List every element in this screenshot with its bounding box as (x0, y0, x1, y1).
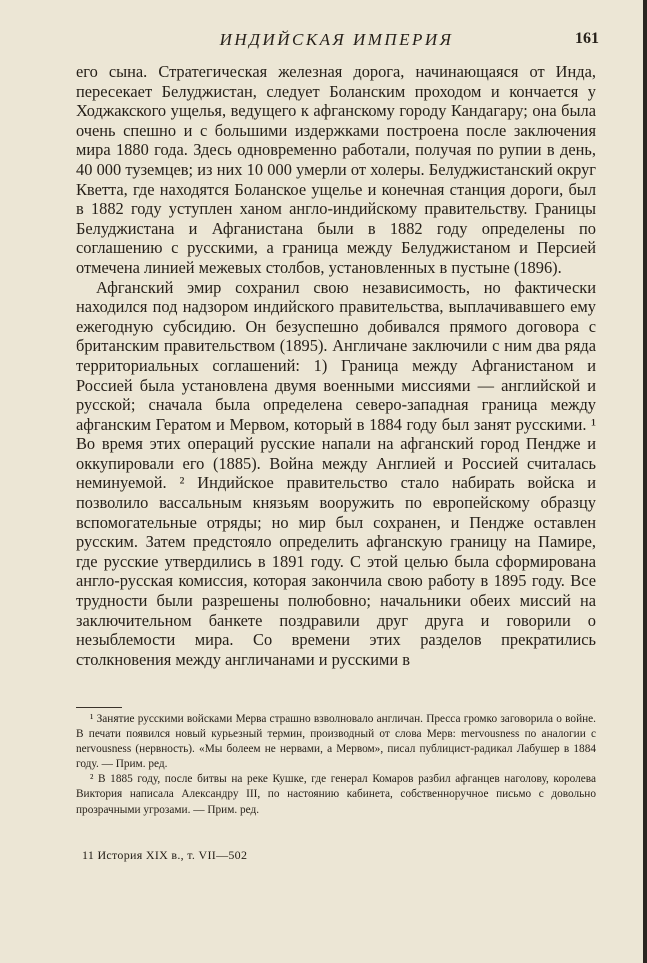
page-number: 161 (575, 30, 599, 47)
printer-signature: 11 История XIX в., т. VII—502 (82, 848, 248, 862)
footnotes (76, 712, 596, 818)
footnote-1: ¹ Занятие русскими войсками Мерва страшно взволновало англичан. Пресса громко заговорила о войне. В печати появился новый курьезный термин, производный от слова Мерв: mervousness по аналогии с nervousness (нервность). «Мы болеем не нервами, а Мервом», писал публицист-радикал Лабушер в 1884 году. — Прим. ред. (76, 713, 596, 771)
page-header (74, 30, 599, 56)
footnote-2: ² В 1885 году, после битвы на реке Кушке, где генерал Комаров разбил афганцев наголову, королева Виктория написала Александру III, по настоянию кабинета, собственноручное письмо с довольно прозрачными угрозами. — Прим. ред. (76, 773, 596, 816)
paragraph: его сына. Стратегическая железная дорога, начинающаяся от Инда, пересекает Белуджистан, следует Боланским проходом и кончается у Ходжакского ущелья, ведущего к афганскому городу Кандагару; она была очень спешно и с большими издержками построена после заключения мира 1880 года. Здесь одновременно работали, получая по рупии в день, 40 000 туземцев; из них 10 000 умерли от холеры. Белуджистанский округ Кветта, где находятся Боланское ущелье и конечная станция дороги, был в 1882 году уступлен ханом англо-индийскому правительству. Границы Белуджистана и Афганистана были в 1882 году определены по соглашению с русскими, а граница между Белуджистаном и Персией отмечена линией межевых столбов, установленных в пустыне (1896). (76, 62, 596, 277)
main-text (76, 62, 596, 669)
footnote-rule (76, 707, 122, 708)
paragraph: Афганский эмир сохранил свою независимость, но фактически находился под надзором индийского правительства, выплачивавшего ему ежегодную субсидию. Он безуспешно добивался прямого договора с британским правительством (1895). Англичане заключили с ним два ряда территориальных соглашений: 1) Граница между Афганистаном и Россией была установлена двумя военными миссиями — английской и русской; сначала была определена северо-западная граница между афганским Гератом и Мервом, который в 1884 году был занят русскими. ¹ Во время этих операций русские напали на афганский город Пендже и оккупировали его (1885). Война между Англией и Россией считалась неминуемой. ² Индийское правительство стало набирать войска и позволило вассальным князьям вооружить по европейскому образцу вспомогательные отряды; но мир был сохранен, и Пендже оставлен русским. Затем предстояло определить афганскую границу на Памире, где русские утвердились в 1891 году. С этой целью была сформирована англо-русская комиссия, которая закончила свою работу в 1895 году. Все трудности были разрешены полюбовно; начальники обеих миссий на заключительном банкете поздравили друг друга и говорили о незыблемости мира. Со времени этих разделов прекратились столкновения между англичанами и русскими в (76, 277, 596, 669)
running-title: ИНДИЙСКАЯ ИМПЕРИЯ (219, 30, 454, 49)
